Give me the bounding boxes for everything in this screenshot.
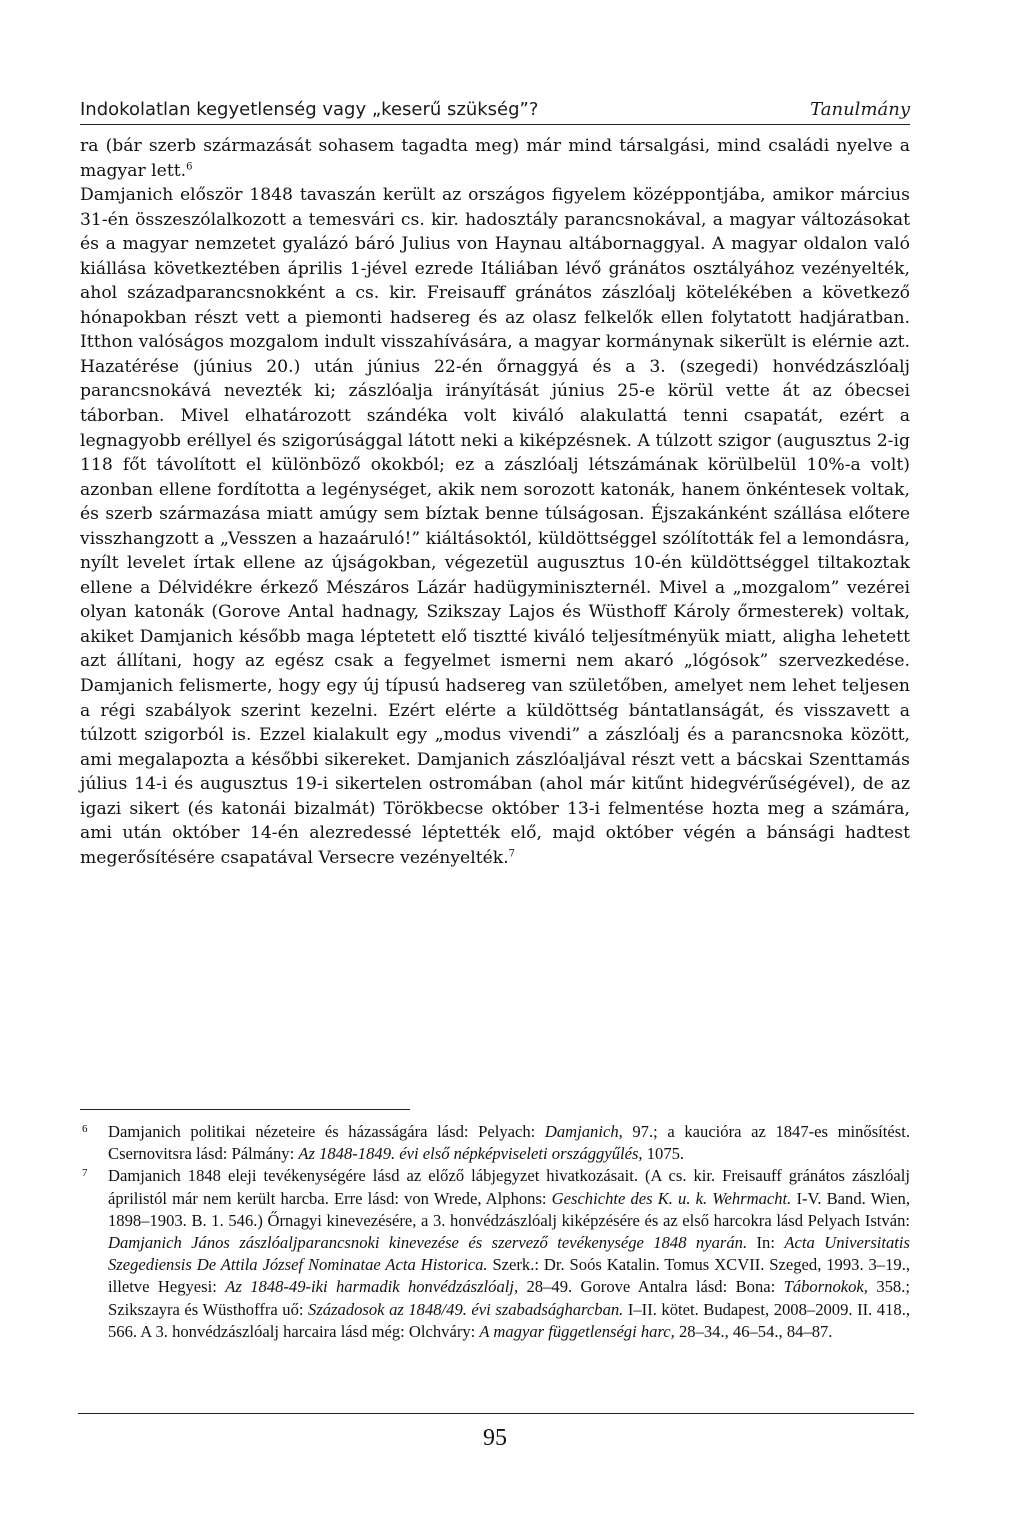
- footnote-text: 1075.: [642, 1144, 685, 1164]
- footnote-title: Tábornokok,: [783, 1277, 868, 1297]
- footnote-number: 6: [82, 1123, 88, 1135]
- footnote-title: Az 1848-49-iki harmadik honvédzászlóalj,: [225, 1277, 519, 1297]
- footnote-text: 97.; a kaucióra az 1847-es minősítést. Csernovitsra lásd: Pálmány:: [108, 1122, 910, 1164]
- footnote-text: Szerk.: Dr. Soós Katalin. Tomus XCVII. Szeged, 1993. 3–19., illetve Hegyesi:: [108, 1255, 910, 1297]
- header-rule: [80, 124, 910, 125]
- footnote-text: In:: [747, 1233, 785, 1253]
- footnote-text: I-V. Band. Wien, 1898–1903. B. 1. 546.) Őrnagyi kinevezésére, a 3. honvédzászlóalj kiképzésére és az első harcokra lásd Pelyach István:: [108, 1188, 910, 1230]
- footnote-text: Damjanich 1848 eleji tevékenységére lásd az előző lábjegyzet hivatkozásait. (A cs. kir. Freisauff gránátos zászlóalj áprilistól már nem került harcba. Erre lásd: von Wrede, Alphons:: [108, 1166, 910, 1208]
- footnote-text: 28–49. Gorove Antalra lásd: Bona:: [518, 1277, 784, 1297]
- footnote-title: Damjanich János zászlóaljparancsnoki kinevezése és szervező tevékenysége 1848 nyarán.: [108, 1233, 748, 1253]
- footnote-rule: [80, 1109, 410, 1110]
- running-header: [80, 92, 910, 120]
- footnote-7: [80, 1165, 910, 1343]
- paragraph: [80, 183, 910, 870]
- paragraph-text: ra (bár szerb származását sohasem tagadta meg) már mind társalgási, mind családi nyelve a magyar lett.: [80, 136, 910, 181]
- footnote-ref[interactable]: 6: [186, 160, 193, 172]
- footnote-ref[interactable]: 7: [508, 848, 516, 860]
- document-page: [80, 0, 910, 1539]
- footnote-text: 28–34., 46–54., 84–87.: [674, 1321, 833, 1341]
- footnote-title: Acta Universitatis Szegediensis De Attila József Nominatae Acta Historica.: [108, 1233, 910, 1275]
- footnote-title: Geschichte des K. u. k. Wehrmacht.: [551, 1188, 792, 1208]
- paragraph-text: Damjanich először 1848 tavaszán került az országos figyelem középpontjába, amikor március 31-én összeszólalkozott a temesvári cs. kir. hadosztály parancsnokával, a magyar változásokat és a magyar nemzetet gyalázó báró Julius von Haynau altábornaggyal. A magyar oldalon való kiállása következtében április 1-jével ezrede Itáliában lévő gránátos osztályához vezényelték, ahol századparancsnokként a cs. kir. Freisauff gránátos zászlóalj kötelékében a következő hónapokban részt vett a piemonti hadsereg és az olasz felkelők ellen folytatott hadjáratban. Itthon valóságos mozgalom indult visszahívására, a magyar kormánynak sikerült is elérnie azt. Hazatérése (június 20.) után június 22-én őrnaggyá és a 3. (szegedi) honvédzászlóalj parancsnokává nevezték ki; zászlóalja irányítását június 25-e körül vette át az óbecsei táborban. Mivel elhatározott szándéka volt kiváló alakulattá tenni csapatát, ezért a legnagyobb eréllyel és szigorúsággal látott neki a kiképzésnek. A túlzott szigor (augusztus 2-ig 118 főt távolított el különböző okokból; ez a zászlóalj létszámának körülbelül 10%-a volt) azonban ellene fordította a legénységet, akik nem sorozott katonák, hanem önkéntesek voltak, és szerb származása miatt amúgy sem bíztak benne túlságosan. Éjszakánként szállása előtere visszhangzott a „Vesszen a hazaáruló!” kiáltásoktól, küldöttséggel szólították fel a lemondásra, nyílt levelet írtak ellene az újságokban, végezetül augusztus 10-én küldöttséggel tiltakoztak ellene a Délvidékre érkező Mészáros Lázár hadügyminiszternél. Mivel a „mozgalom” vezérei olyan katonák (Gorove Antal hadnagy, Szikszay Lajos és Wüsthoff Károly őrmesterek) voltak, akiket Damjanich később maga léptetett elő tisztté kiváló teljesítményük miatt, aligha lehetett azt állítani, hogy az egész csak a fegyelmet ismerni nem akaró „lógósok” szervezkedése. Damjanich felismerte, hogy egy új típusú hadsereg van születőben, amelyet nem lehet teljesen a régi szabályok szerint kezelni. Ezért elérte a küldöttség bántatlanságát, és visszavett a túlzott szigorból is. Ezzel kialakult egy „modus vivendi” a zászlóalj és a parancsnoka között, ami megalapozta a későbbi sikereket. Damjanich zászlóaljával részt vett a bácskai Szenttamás július 14-i és augusztus 19-i sikertelen ostromában (ahol már kitűnt hidegvérűségével), de az igazi sikert (és katonái bizalmát) Törökbecse október 13-i felmentése hozta meg a számára, ami után október 14-én alezredessé léptették elő, majd október végén a bánsági hadtest megerősítésére csapatával Versecre vezényelték.: [80, 185, 910, 868]
- body-text: [80, 134, 910, 870]
- page-number: 95: [483, 1425, 507, 1451]
- running-header-title: Indokolatlan kegyetlenség vagy „keserű szükség”?: [80, 99, 539, 120]
- paragraph: [80, 134, 910, 183]
- footnote-title: A magyar függetlenségi harc,: [479, 1321, 675, 1341]
- footnote-text: 358.; Szikszayra és Wüsthoffra uő:: [108, 1277, 910, 1319]
- footnote-title: Századosok az 1848/49. évi szabadságharcban.: [308, 1299, 624, 1319]
- running-header-section: Tanulmány: [810, 99, 910, 120]
- footnote-text: Damjanich politikai nézeteire és házasságára lásd: Pelyach:: [108, 1122, 545, 1141]
- footnote-text: I–II. kötet. Budapest, 2008–2009. II. 418., 566. A 3. honvédzászlóalj harcaira lásd még: Olchváry:: [108, 1299, 910, 1341]
- footnotes: [80, 1121, 910, 1343]
- footnote-title: Damjanich,: [544, 1122, 623, 1141]
- footnote-6: [80, 1121, 910, 1165]
- footnote-number: 7: [82, 1167, 88, 1180]
- footnote-title: Az 1848-1849. évi első népképviseleti országgyűlés,: [298, 1144, 643, 1164]
- footer-rule: [78, 1413, 914, 1414]
